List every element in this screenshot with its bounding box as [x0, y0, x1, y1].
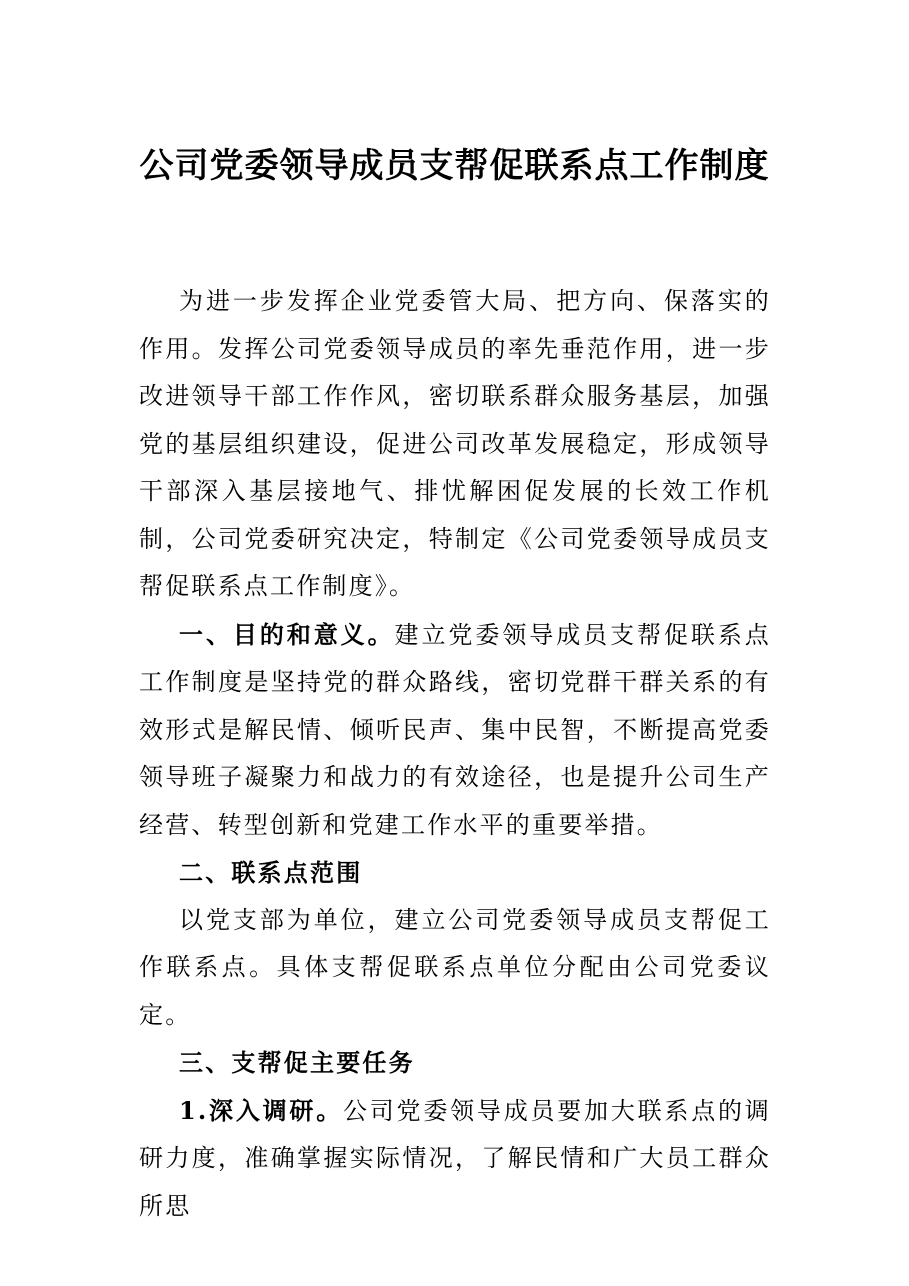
section-3-item-1-text: 公司党委领导成员要加大联系点的调研力度，准确掌握实际情况，了解民情和广大员工群众所思: [139, 1096, 771, 1220]
section-3-item-1-paragraph: [139, 1087, 771, 1231]
intro-paragraph: 为进一步发挥企业党委管大局、把方向、保落实的作用。发挥公司党委领导成员的率先垂范作用，进一步改进领导干部工作作风，密切联系群众服务基层，加强党的基层组织建设，促进公司改革发展稳定，形成领导干部深入基层接地气、排忧解困促发展的长效工作机制，公司党委研究决定，特制定《公司党委领导成员支帮促联系点工作制度》。: [139, 287, 771, 600]
section-1-paragraph: [139, 611, 771, 850]
section-1-lead: 一、目的和意义。: [179, 619, 395, 649]
section-2-paragraph: 以党支部为单位，建立公司党委领导成员支帮促工作联系点。具体支帮促联系点单位分配由公司党委议定。: [139, 905, 771, 1029]
section-3-heading: 三、支帮促主要任务: [179, 1048, 415, 1077]
section-3-item-1-lead: 1.深入调研。: [179, 1095, 343, 1125]
section-2-heading: 二、联系点范围: [179, 858, 363, 887]
document-body: [139, 278, 771, 1230]
document-title: 公司党委领导成员支帮促联系点工作制度: [139, 146, 770, 186]
section-1-text: 建立党委领导成员支帮促联系点工作制度是坚持党的群众路线，密切党群干群关系的有效形式是解民情、倾听民声、集中民智，不断提高党委领导班子凝聚力和战力的有效途径，也是提升公司生产经营、转型创新和党建工作水平的重要举措。: [139, 620, 771, 839]
